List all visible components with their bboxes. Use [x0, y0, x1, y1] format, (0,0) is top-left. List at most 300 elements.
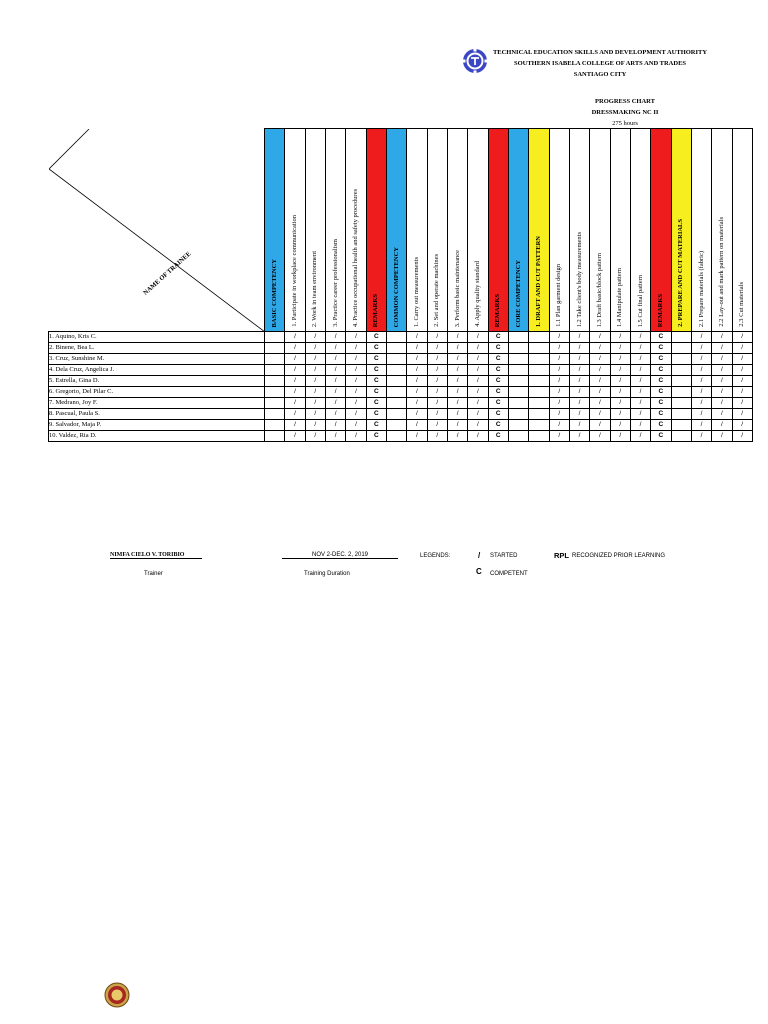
- started-mark: /: [549, 431, 569, 442]
- started-mark: /: [325, 387, 345, 398]
- started-mark: /: [407, 354, 427, 365]
- column-header-label: 1. DRAFT AND CUT PATTERN: [534, 235, 542, 327]
- empty-cell: [671, 431, 691, 442]
- started-mark: /: [590, 354, 610, 365]
- started-mark: /: [569, 365, 589, 376]
- started-mark: /: [691, 431, 711, 442]
- corner-slash-line: [49, 129, 89, 169]
- started-mark: /: [569, 343, 589, 354]
- trainee-name: 10. Valdez, Ria D.: [49, 431, 265, 442]
- column-header-section: [508, 129, 528, 332]
- started-mark: /: [346, 365, 366, 376]
- started-mark: /: [569, 332, 589, 343]
- started-mark: /: [549, 398, 569, 409]
- started-mark: /: [468, 332, 488, 343]
- column-header-label: 2.3 Cut materials: [738, 282, 746, 327]
- started-mark: /: [407, 343, 427, 354]
- column-header-label: 2.1 Prepare materials (fabric): [697, 250, 705, 327]
- started-mark: /: [610, 376, 630, 387]
- started-mark: /: [712, 332, 732, 343]
- competent-mark: C: [366, 365, 386, 376]
- legend-started-text: STARTED: [490, 553, 518, 559]
- corner-label: NAME OF TRAINEE: [141, 249, 193, 297]
- competent-mark: C: [488, 332, 508, 343]
- started-mark: /: [346, 420, 366, 431]
- started-mark: /: [630, 420, 650, 431]
- competent-mark: C: [651, 431, 671, 442]
- school-city: SANTIAGO CITY: [573, 71, 627, 78]
- started-mark: /: [549, 332, 569, 343]
- started-mark: /: [630, 409, 650, 420]
- started-mark: /: [610, 398, 630, 409]
- started-mark: /: [630, 332, 650, 343]
- empty-cell: [265, 420, 285, 431]
- started-mark: /: [468, 431, 488, 442]
- competent-mark: C: [651, 398, 671, 409]
- started-mark: /: [549, 387, 569, 398]
- competent-mark: C: [488, 376, 508, 387]
- trainee-name: 9. Salvador, Maja P.: [49, 420, 265, 431]
- started-mark: /: [346, 387, 366, 398]
- column-header-label: 1. Participate in workplace communication: [290, 215, 298, 327]
- column-header-label: 1. Carry out measurements: [412, 256, 420, 327]
- column-header-label: BASIC COMPETENCY: [270, 258, 278, 327]
- empty-cell: [386, 343, 406, 354]
- started-mark: /: [691, 354, 711, 365]
- started-mark: /: [285, 365, 305, 376]
- empty-cell: [508, 354, 528, 365]
- column-header-label: 3. Perform basic maintenance: [453, 249, 461, 327]
- started-mark: /: [427, 398, 447, 409]
- empty-cell: [508, 376, 528, 387]
- course-title: DRESSMAKING NC II: [591, 109, 659, 116]
- started-mark: /: [468, 420, 488, 431]
- started-mark: /: [305, 354, 325, 365]
- column-header-label: 2. PREPARE AND CUT MATERIALS: [677, 219, 685, 327]
- started-mark: /: [427, 365, 447, 376]
- column-header-unit: [325, 129, 345, 332]
- started-mark: /: [691, 409, 711, 420]
- started-mark: /: [732, 376, 752, 387]
- table-row: [49, 365, 753, 376]
- corner-diagonal: [49, 129, 265, 332]
- column-header-label: 2.2 Lay-out and mark pattern on materials: [717, 217, 725, 327]
- column-header-unit: [447, 129, 467, 332]
- chart-title: PROGRESS CHART: [595, 98, 655, 105]
- started-mark: /: [630, 343, 650, 354]
- competent-mark: C: [651, 420, 671, 431]
- started-mark: /: [549, 420, 569, 431]
- training-duration-label: Training Duration: [304, 571, 350, 577]
- empty-cell: [508, 343, 528, 354]
- started-mark: /: [732, 420, 752, 431]
- column-header-label: 1.1 Plan garment design: [555, 264, 563, 327]
- started-mark: /: [407, 332, 427, 343]
- column-header-label: 4. Apply quality standard: [473, 261, 481, 327]
- legend-competent-text: COMPETENT: [490, 571, 528, 577]
- empty-cell: [529, 343, 549, 354]
- started-mark: /: [468, 343, 488, 354]
- started-mark: /: [427, 354, 447, 365]
- empty-cell: [386, 387, 406, 398]
- empty-cell: [265, 332, 285, 343]
- started-mark: /: [325, 365, 345, 376]
- competent-mark: C: [366, 409, 386, 420]
- empty-cell: [529, 409, 549, 420]
- started-mark: /: [732, 365, 752, 376]
- competent-mark: C: [488, 398, 508, 409]
- started-mark: /: [427, 343, 447, 354]
- started-mark: /: [691, 376, 711, 387]
- empty-cell: [508, 420, 528, 431]
- column-header-unit: [590, 129, 610, 332]
- started-mark: /: [569, 420, 589, 431]
- column-header-label: 1.3 Draft basic/block pattern: [595, 252, 603, 327]
- table-row: [49, 332, 753, 343]
- started-mark: /: [407, 431, 427, 442]
- empty-cell: [671, 332, 691, 343]
- column-header-unit: [346, 129, 366, 332]
- trainee-name: 6. Gregorio, Del Pilar C.: [49, 387, 265, 398]
- trainer-name: NIMFA CIELO V. TORIBIO: [110, 552, 202, 559]
- header-corner: [49, 129, 265, 332]
- started-mark: /: [590, 420, 610, 431]
- empty-cell: [386, 420, 406, 431]
- empty-cell: [265, 354, 285, 365]
- competent-mark: C: [366, 332, 386, 343]
- started-mark: /: [305, 365, 325, 376]
- trainee-name: 7. Medrano, Joy F.: [49, 398, 265, 409]
- empty-cell: [671, 365, 691, 376]
- started-mark: /: [407, 376, 427, 387]
- started-mark: /: [732, 398, 752, 409]
- started-mark: /: [691, 398, 711, 409]
- column-header-unit: [468, 129, 488, 332]
- empty-cell: [265, 387, 285, 398]
- started-mark: /: [305, 420, 325, 431]
- started-mark: /: [305, 431, 325, 442]
- column-header-label: 1.2 Take client's body measurements: [575, 231, 583, 327]
- started-mark: /: [305, 398, 325, 409]
- empty-cell: [529, 431, 549, 442]
- legend-rpl-text: RECOGNIZED PRIOR LEARNING: [572, 553, 666, 559]
- started-mark: /: [732, 343, 752, 354]
- started-mark: /: [712, 398, 732, 409]
- course-hours: 275 hours: [612, 120, 638, 127]
- competent-mark: C: [651, 376, 671, 387]
- started-mark: /: [325, 420, 345, 431]
- column-header-label: 1.4 Manipulate pattern: [616, 267, 624, 327]
- started-mark: /: [630, 387, 650, 398]
- column-header-remarks: [488, 129, 508, 332]
- started-mark: /: [732, 431, 752, 442]
- column-header-section: [671, 129, 691, 332]
- column-header-section: [265, 129, 285, 332]
- column-header-unit: [305, 129, 325, 332]
- started-mark: /: [549, 376, 569, 387]
- empty-cell: [265, 376, 285, 387]
- started-mark: /: [447, 431, 467, 442]
- competent-mark: C: [651, 387, 671, 398]
- started-mark: /: [712, 409, 732, 420]
- competent-mark: C: [488, 387, 508, 398]
- started-mark: /: [285, 376, 305, 387]
- started-mark: /: [407, 409, 427, 420]
- trainer-label: Trainer: [144, 571, 163, 577]
- started-mark: /: [346, 332, 366, 343]
- started-mark: /: [407, 420, 427, 431]
- column-header-label: CORE COMPETENCY: [514, 259, 522, 327]
- started-mark: /: [712, 343, 732, 354]
- empty-cell: [386, 332, 406, 343]
- started-mark: /: [468, 376, 488, 387]
- started-mark: /: [468, 365, 488, 376]
- started-mark: /: [712, 431, 732, 442]
- competent-mark: C: [366, 387, 386, 398]
- competent-mark: C: [488, 365, 508, 376]
- trainee-name: 1. Aquino, Kris C.: [49, 332, 265, 343]
- started-mark: /: [630, 398, 650, 409]
- column-header-remarks: [366, 129, 386, 332]
- empty-cell: [508, 409, 528, 420]
- training-duration-value: NOV 2-DEC. 2, 2019: [282, 552, 398, 559]
- empty-cell: [529, 376, 549, 387]
- started-mark: /: [346, 398, 366, 409]
- started-mark: /: [610, 343, 630, 354]
- started-mark: /: [285, 387, 305, 398]
- started-mark: /: [732, 332, 752, 343]
- column-header-unit: [610, 129, 630, 332]
- started-mark: /: [610, 420, 630, 431]
- started-mark: /: [610, 365, 630, 376]
- started-mark: /: [407, 398, 427, 409]
- started-mark: /: [305, 376, 325, 387]
- started-mark: /: [712, 365, 732, 376]
- table-row: [49, 431, 753, 442]
- started-mark: /: [630, 376, 650, 387]
- started-mark: /: [569, 387, 589, 398]
- started-mark: /: [325, 398, 345, 409]
- started-mark: /: [447, 409, 467, 420]
- started-mark: /: [427, 431, 447, 442]
- empty-cell: [529, 398, 549, 409]
- started-mark: /: [630, 354, 650, 365]
- table-row: [49, 343, 753, 354]
- column-header-section: [386, 129, 406, 332]
- empty-cell: [529, 365, 549, 376]
- column-header-label: REMARKS: [494, 293, 502, 327]
- started-mark: /: [712, 376, 732, 387]
- started-mark: /: [447, 332, 467, 343]
- trainee-name: 3. Cruz, Sunshine M.: [49, 354, 265, 365]
- corner-diagonal-line: [49, 169, 265, 332]
- started-mark: /: [305, 387, 325, 398]
- empty-cell: [671, 387, 691, 398]
- empty-cell: [529, 387, 549, 398]
- table-row: [49, 420, 753, 431]
- started-mark: /: [712, 354, 732, 365]
- started-mark: /: [610, 332, 630, 343]
- started-mark: /: [285, 398, 305, 409]
- competent-mark: C: [488, 409, 508, 420]
- empty-cell: [508, 365, 528, 376]
- started-mark: /: [590, 398, 610, 409]
- started-mark: /: [610, 354, 630, 365]
- started-mark: /: [590, 376, 610, 387]
- column-header-label: 2. Set and operate machines: [433, 254, 441, 327]
- started-mark: /: [346, 409, 366, 420]
- started-mark: /: [549, 365, 569, 376]
- competent-mark: C: [488, 354, 508, 365]
- started-mark: /: [447, 354, 467, 365]
- started-mark: /: [427, 387, 447, 398]
- empty-cell: [508, 332, 528, 343]
- column-header-unit: [407, 129, 427, 332]
- started-mark: /: [346, 376, 366, 387]
- empty-cell: [386, 409, 406, 420]
- started-mark: /: [325, 332, 345, 343]
- empty-cell: [265, 431, 285, 442]
- started-mark: /: [590, 387, 610, 398]
- started-mark: /: [325, 409, 345, 420]
- started-mark: /: [468, 354, 488, 365]
- competent-mark: C: [366, 431, 386, 442]
- started-mark: /: [712, 420, 732, 431]
- started-mark: /: [468, 398, 488, 409]
- started-mark: /: [447, 376, 467, 387]
- empty-cell: [529, 332, 549, 343]
- started-mark: /: [427, 420, 447, 431]
- column-header-label: 3. Practice career professionalism: [331, 239, 339, 327]
- started-mark: /: [305, 409, 325, 420]
- column-header-label: REMARKS: [656, 293, 664, 327]
- column-header-unit: [691, 129, 711, 332]
- table-row: [49, 398, 753, 409]
- started-mark: /: [447, 420, 467, 431]
- empty-cell: [265, 398, 285, 409]
- started-mark: /: [427, 409, 447, 420]
- empty-cell: [508, 398, 528, 409]
- column-header-label: 1.5 Cut final pattern: [636, 274, 644, 327]
- started-mark: /: [590, 332, 610, 343]
- started-mark: /: [569, 376, 589, 387]
- competent-mark: C: [488, 420, 508, 431]
- started-mark: /: [610, 409, 630, 420]
- started-mark: /: [325, 376, 345, 387]
- started-mark: /: [427, 332, 447, 343]
- started-mark: /: [325, 343, 345, 354]
- started-mark: /: [691, 387, 711, 398]
- started-mark: /: [447, 365, 467, 376]
- started-mark: /: [732, 409, 752, 420]
- empty-cell: [671, 343, 691, 354]
- started-mark: /: [691, 420, 711, 431]
- trainee-name: 8. Pascual, Paula S.: [49, 409, 265, 420]
- column-header-label: REMARKS: [372, 293, 380, 327]
- competent-mark: C: [366, 398, 386, 409]
- started-mark: /: [346, 343, 366, 354]
- started-mark: /: [447, 398, 467, 409]
- column-header-label: 4. Practice occupational health and safety procedures: [351, 188, 359, 327]
- table-row: [49, 409, 753, 420]
- started-mark: /: [630, 431, 650, 442]
- empty-cell: [265, 365, 285, 376]
- started-mark: /: [691, 332, 711, 343]
- column-header-unit: [712, 129, 732, 332]
- competent-mark: C: [651, 409, 671, 420]
- competent-mark: C: [366, 354, 386, 365]
- empty-cell: [508, 387, 528, 398]
- empty-cell: [671, 420, 691, 431]
- started-mark: /: [569, 431, 589, 442]
- legend-rpl-symbol: RPL: [554, 551, 569, 560]
- started-mark: /: [712, 387, 732, 398]
- started-mark: /: [549, 354, 569, 365]
- started-mark: /: [285, 420, 305, 431]
- trainee-name: 5. Estrella, Gina D.: [49, 376, 265, 387]
- competent-mark: C: [366, 420, 386, 431]
- started-mark: /: [407, 387, 427, 398]
- started-mark: /: [468, 387, 488, 398]
- table-row: [49, 354, 753, 365]
- column-header-unit: [732, 129, 752, 332]
- started-mark: /: [285, 354, 305, 365]
- empty-cell: [508, 431, 528, 442]
- competent-mark: C: [651, 332, 671, 343]
- started-mark: /: [569, 354, 589, 365]
- competent-mark: C: [488, 431, 508, 442]
- started-mark: /: [325, 354, 345, 365]
- started-mark: /: [346, 354, 366, 365]
- started-mark: /: [610, 431, 630, 442]
- empty-cell: [386, 398, 406, 409]
- progress-chart-table: [48, 128, 752, 452]
- started-mark: /: [549, 343, 569, 354]
- started-mark: /: [630, 365, 650, 376]
- started-mark: /: [447, 343, 467, 354]
- empty-cell: [386, 376, 406, 387]
- started-mark: /: [285, 431, 305, 442]
- competent-mark: C: [366, 376, 386, 387]
- started-mark: /: [549, 409, 569, 420]
- column-header-unit: [427, 129, 447, 332]
- column-header-label: COMMON COMPETENCY: [392, 246, 400, 327]
- competent-mark: C: [651, 365, 671, 376]
- started-mark: /: [732, 354, 752, 365]
- empty-cell: [386, 354, 406, 365]
- empty-cell: [265, 343, 285, 354]
- started-mark: /: [325, 431, 345, 442]
- started-mark: /: [569, 398, 589, 409]
- empty-cell: [671, 354, 691, 365]
- column-header-unit: [285, 129, 305, 332]
- empty-cell: [671, 409, 691, 420]
- table-header-row: [49, 129, 753, 332]
- empty-cell: [671, 376, 691, 387]
- column-header-remarks: [651, 129, 671, 332]
- competent-mark: C: [366, 343, 386, 354]
- started-mark: /: [691, 343, 711, 354]
- started-mark: /: [590, 431, 610, 442]
- column-header-unit: [549, 129, 569, 332]
- started-mark: /: [285, 343, 305, 354]
- column-header-unit: [630, 129, 650, 332]
- competent-mark: C: [651, 354, 671, 365]
- started-mark: /: [427, 376, 447, 387]
- agency-name: TECHNICAL EDUCATION SKILLS AND DEVELOPMENT AUTHORITY: [492, 49, 708, 56]
- started-mark: /: [305, 332, 325, 343]
- empty-cell: [386, 431, 406, 442]
